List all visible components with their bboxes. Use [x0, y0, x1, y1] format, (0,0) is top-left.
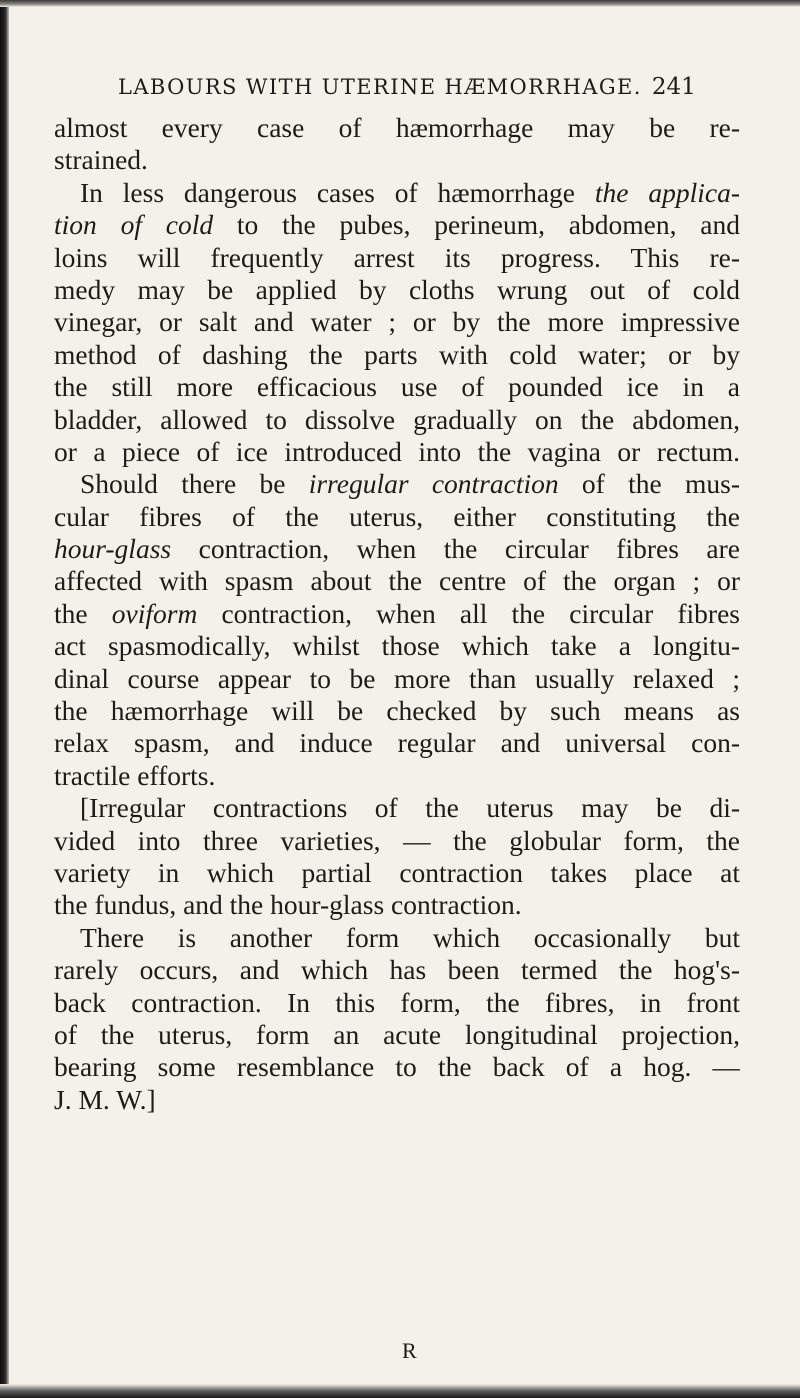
text-line: In less dangerous cases of hæmorrhage the applica-: [80, 176, 740, 208]
text-line: the hæmorrhage will be checked by such means as: [54, 695, 740, 727]
text-line: medy may be applied by cloths wrung out of cold: [54, 273, 740, 305]
text-line: or a piece of ice introduced into the vagina or rectum.: [54, 435, 740, 467]
text-line: act spasmodically, whilst those which take a longitu-: [54, 630, 740, 662]
text-line: J. M. W.]: [54, 1083, 156, 1115]
signature-mark: R: [402, 1338, 417, 1363]
text-line: the fundus, and the hour-glass contraction.: [54, 889, 522, 921]
page-number: 241: [651, 74, 696, 100]
text-line: vinegar, or salt and water ; or by the more impressive: [54, 306, 740, 338]
text-line: the oviform contraction, when all the circular fibres: [54, 597, 740, 629]
text-line: There is another form which occasionally but: [80, 921, 740, 953]
text-line: cular fibres of the uterus, either constituting the: [54, 500, 740, 532]
text-line: vided into three varieties, — the globular form, the: [54, 824, 740, 856]
text-line: dinal course appear to be more than usually relaxed ;: [54, 662, 740, 694]
page-body-text: [54, 112, 740, 1116]
page-binding-edge: [0, 0, 9, 1398]
text-line: the still more efficacious use of pounded ice in a: [54, 371, 740, 403]
text-line: relax spasm, and induce regular and universal con-: [54, 727, 740, 759]
running-title: LABOURS WITH UTERINE HÆMORRHAGE.: [118, 75, 642, 99]
text-line: variety in which partial contraction takes place at: [54, 856, 740, 888]
page-top-edge: [0, 0, 800, 7]
text-line: Should there be irregular contraction of the mus-: [80, 468, 740, 500]
text-line: hour-glass contraction, when the circular fibres are: [54, 533, 740, 565]
text-line: loins will frequently arrest its progress. This re-: [54, 241, 740, 273]
text-line: [Irregular contractions of the uterus may be di-: [80, 792, 740, 824]
text-line: bladder, allowed to dissolve gradually on the abdomen,: [54, 403, 740, 435]
text-line: method of dashing the parts with cold water; or by: [54, 338, 740, 370]
page-bottom-edge: [0, 1384, 800, 1398]
text-line: rarely occurs, and which has been termed the hog's-: [54, 954, 740, 986]
text-line: back contraction. In this form, the fibres, in front: [54, 986, 740, 1018]
running-header: [118, 74, 758, 100]
text-line: tion of cold to the pubes, perineum, abdomen, and: [54, 209, 740, 241]
text-line: bearing some resemblance to the back of a hog. —: [54, 1051, 740, 1083]
text-line: almost every case of hæmorrhage may be re-: [54, 112, 740, 143]
text-line: affected with spasm about the centre of the organ ; or: [54, 565, 740, 597]
text-line: tractile efforts.: [54, 759, 216, 791]
text-line: of the uterus, form an acute longitudinal projection,: [54, 1018, 740, 1050]
text-line: strained.: [54, 144, 148, 176]
